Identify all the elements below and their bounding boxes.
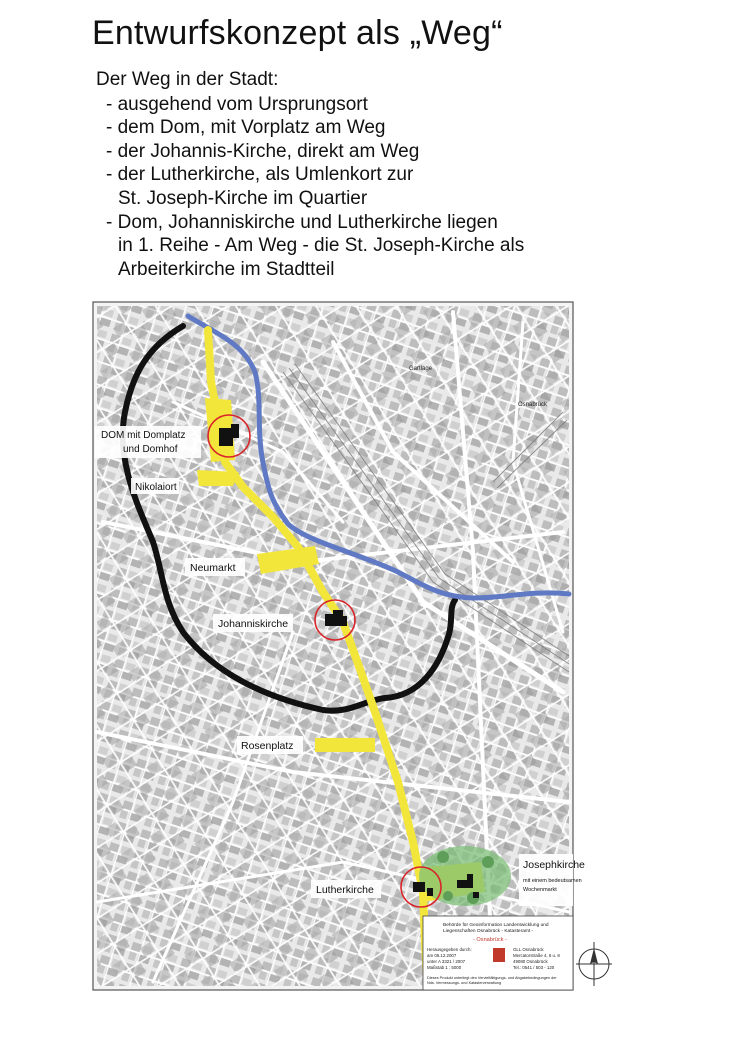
legend-right-4: Tel.: 0541 / 503 - 120 xyxy=(513,965,555,970)
label-dom: DOM mit Domplatz xyxy=(101,430,186,441)
legend-right-3: 49080 Osnabrück xyxy=(513,959,548,964)
label-gartlage: Gartlage xyxy=(409,366,433,372)
legend-left-2: am 06.12.2007 xyxy=(427,953,457,958)
city-map-svg xyxy=(93,302,585,990)
legend-left-3: unter A 3321 / 2007 xyxy=(427,959,466,964)
city-map xyxy=(93,302,585,990)
legend-right-1: GLL Osnabrück xyxy=(513,947,544,952)
legend-right-2: Mercatorstraße 4, 6 u. 8 xyxy=(513,953,560,958)
label-nikolaiort: Nikolaiort xyxy=(135,482,177,493)
legend-header-1: Behörde für Geoinformation Landentwicklung und xyxy=(443,923,549,928)
label-joseph-sub-1: mit einem bedeutsamen xyxy=(523,878,582,884)
intro-text xyxy=(96,68,524,281)
legend-coat-of-arms-icon xyxy=(493,948,505,962)
north-arrow-icon xyxy=(574,940,618,988)
intro-point: - Dom, Johanniskirche und Lutherkirche liegen xyxy=(106,211,498,233)
intro-point-continued: St. Joseph-Kirche im Quartier xyxy=(118,187,368,209)
label-neumarkt: Neumarkt xyxy=(190,562,236,574)
label-joseph-sub-2: Wochenmarkt xyxy=(523,887,557,893)
label-lutherkirche: Lutherkirche xyxy=(316,884,374,896)
label-johanniskirche: Johanniskirche xyxy=(218,618,289,630)
page-title: Entwurfskonzept als „Weg“ xyxy=(92,14,503,52)
intro-point-continued: Arbeiterkirche im Stadtteil xyxy=(118,258,335,280)
label-rosenplatz: Rosenplatz xyxy=(241,740,294,752)
intro-point: - der Johannis-Kirche, direkt am Weg xyxy=(106,140,420,162)
intro-point: - dem Dom, mit Vorplatz am Weg xyxy=(106,117,386,139)
legend-left-4: Maßstab 1 : 5000 xyxy=(427,965,462,970)
intro-point: - ausgehend vom Ursprungsort xyxy=(106,93,368,115)
intro-point: - der Lutherkirche, als Umlenkort zur xyxy=(106,164,414,186)
legend-foot-2: Nds. Vermessungs- und Katasterverwaltung xyxy=(427,981,502,985)
intro-heading: Der Weg in der Stadt: xyxy=(96,69,279,90)
legend-header-2: Liegenschaften Osnabrück - Katasteramt - xyxy=(443,929,534,934)
label-dom-2: und Domhof xyxy=(123,444,178,455)
label-josephkirche: Josephkirche xyxy=(523,859,585,871)
intro-point-continued: in 1. Reihe - Am Weg - die St. Joseph-Kirche als xyxy=(118,235,525,257)
label-osnabrueck-district: Osnabrück xyxy=(518,402,548,408)
green-quarter xyxy=(419,846,511,906)
legend-foot-1: Dieses Produkt unterliegt den Vervielfältigungs- und Abgabebedingungen der xyxy=(427,976,557,980)
legend-left-1: Herausgegeben durch: xyxy=(427,947,472,952)
map-legend-box xyxy=(423,916,573,990)
legend-city: - Osnabrück - xyxy=(473,937,507,943)
